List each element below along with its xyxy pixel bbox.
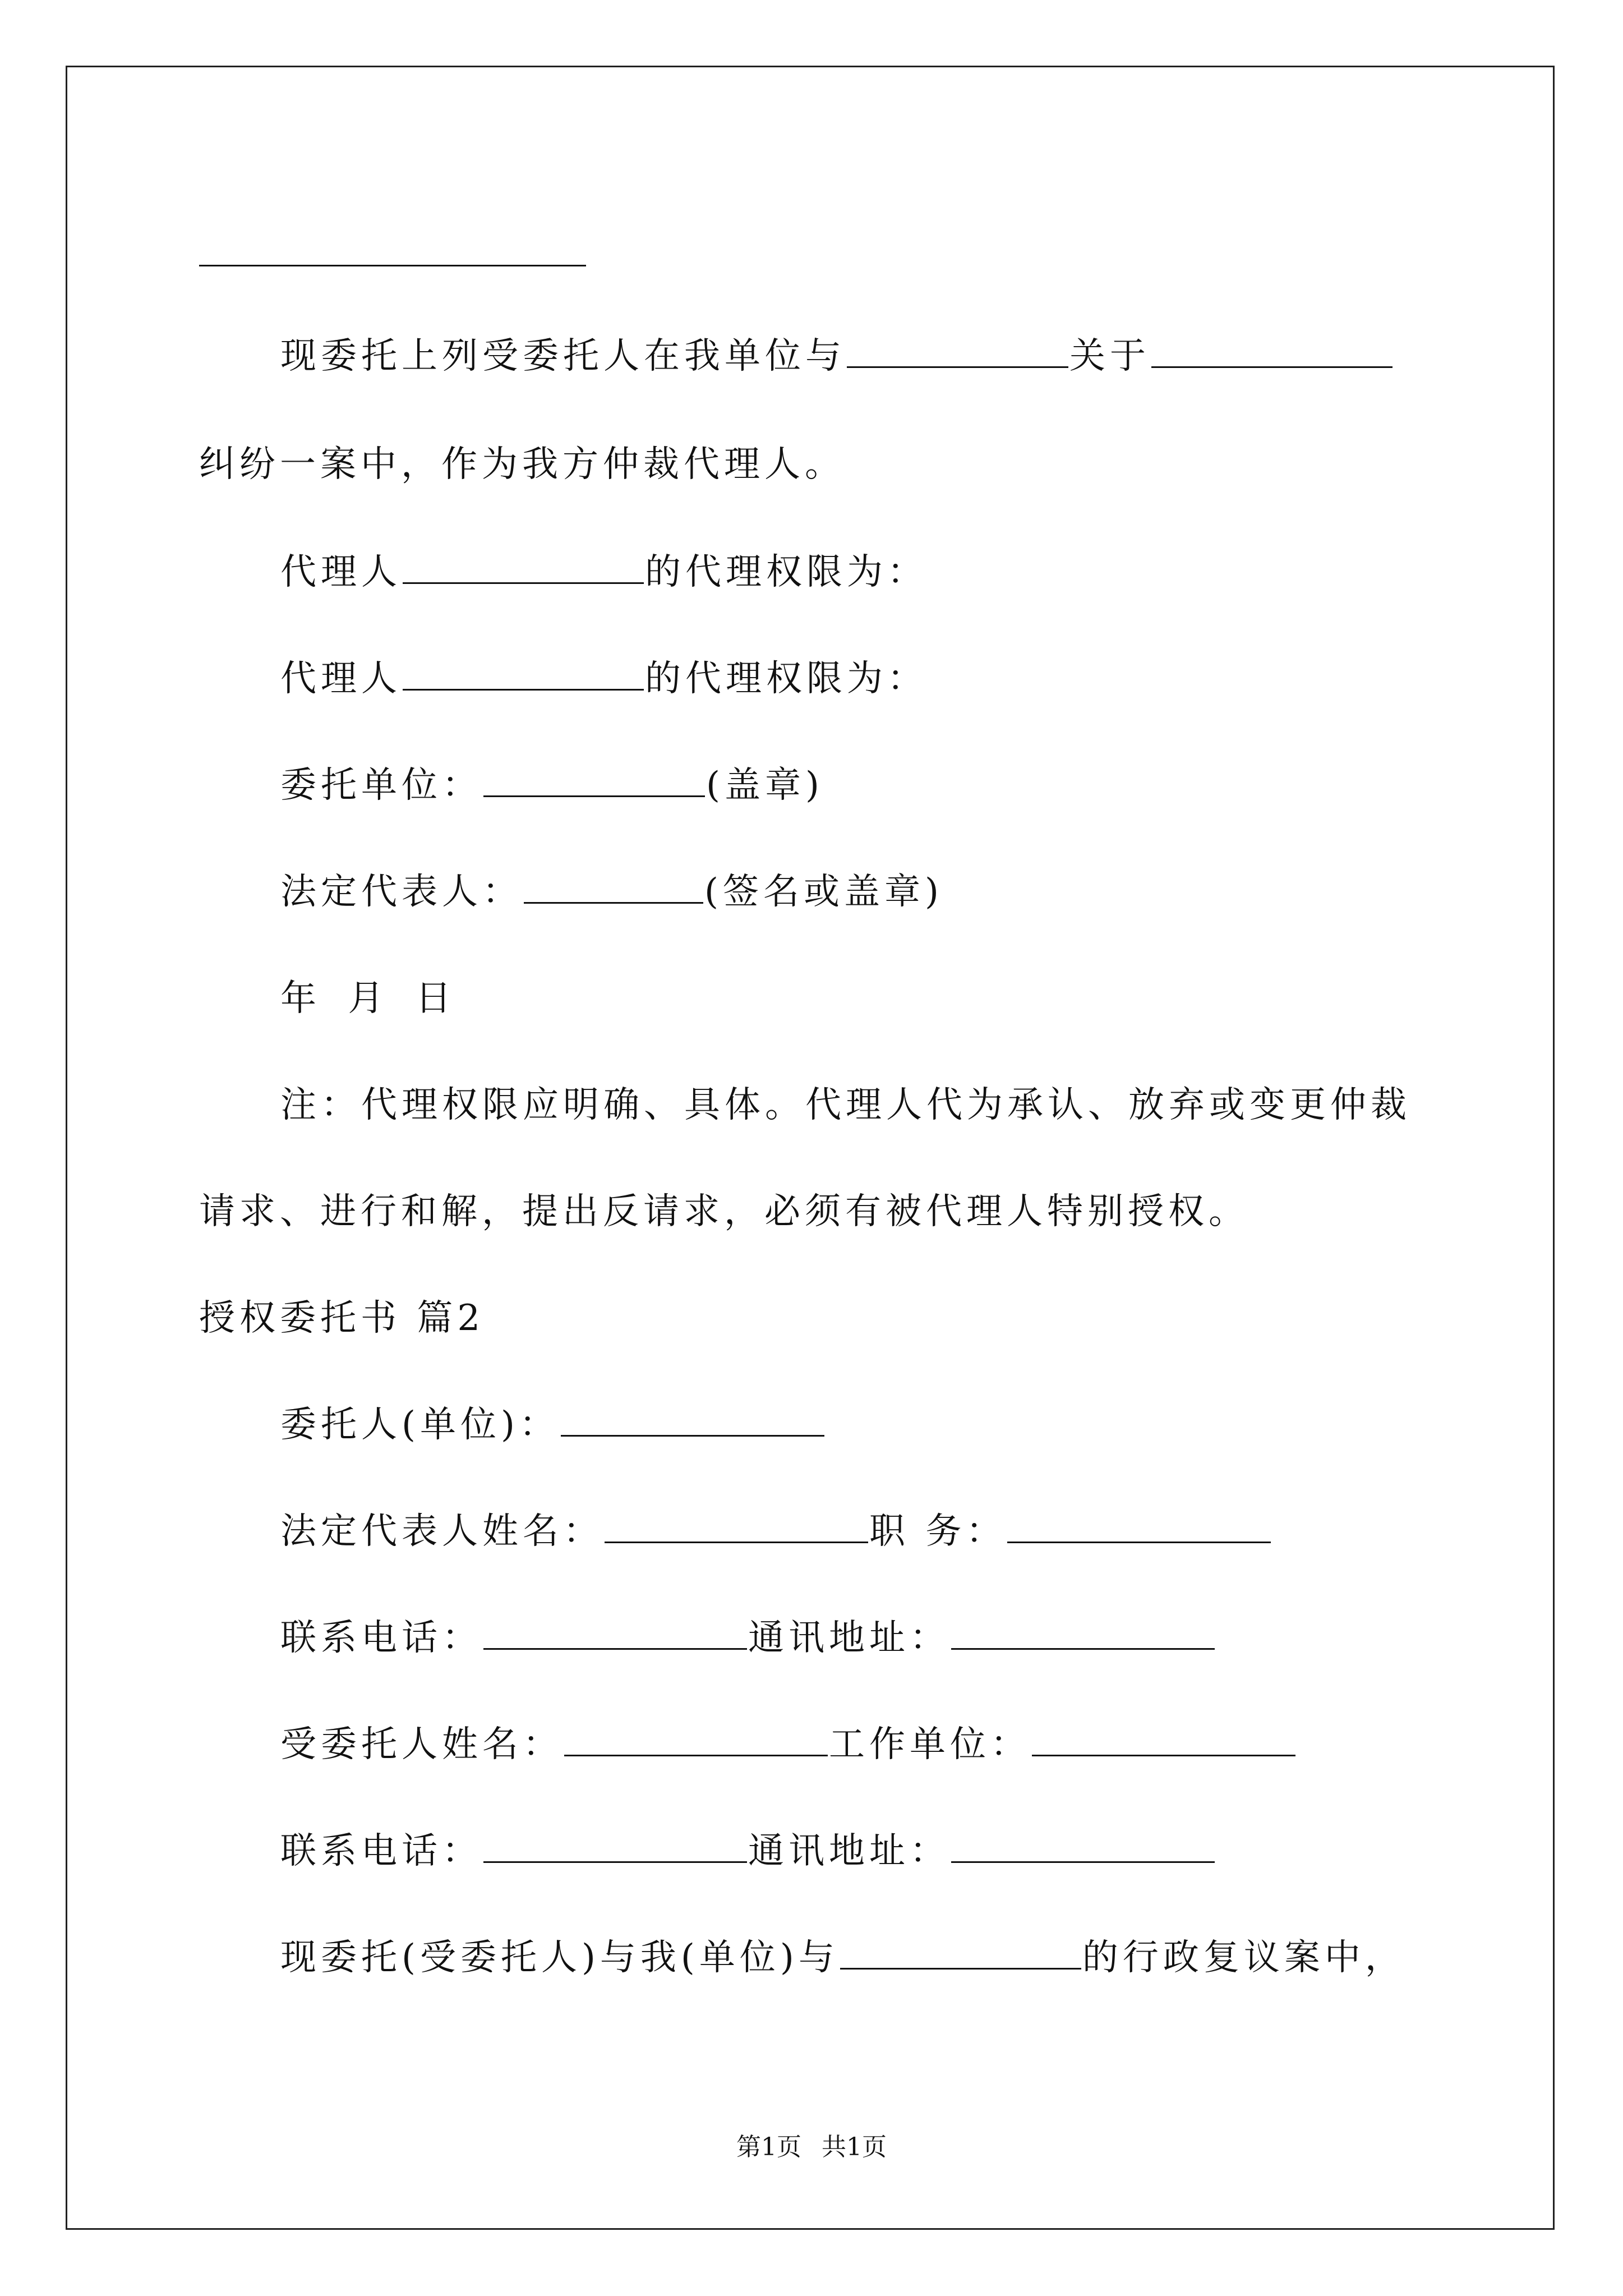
text: (盖章) bbox=[706, 765, 824, 806]
blank-field[interactable] bbox=[1032, 1723, 1295, 1756]
text: 关于 bbox=[1069, 335, 1150, 377]
blank-field[interactable] bbox=[840, 1936, 1081, 1970]
blank-field[interactable] bbox=[605, 1510, 868, 1543]
legal-rep-name-line bbox=[280, 1509, 1272, 1554]
blank-field[interactable] bbox=[483, 1617, 747, 1650]
text: 的代理权限为： bbox=[645, 658, 928, 700]
blank-field[interactable] bbox=[1151, 335, 1393, 368]
trustee-line bbox=[280, 1722, 1297, 1767]
note-paragraph bbox=[280, 1083, 1411, 1128]
section-heading bbox=[199, 1296, 485, 1341]
blank-field[interactable] bbox=[564, 1723, 828, 1756]
text: 授权委托书 篇2 bbox=[199, 1297, 485, 1339]
blank-field[interactable] bbox=[561, 1404, 824, 1437]
contact-line-2 bbox=[280, 1829, 1216, 1874]
text: 法定代表人： bbox=[280, 871, 523, 913]
blank-field[interactable] bbox=[403, 657, 644, 691]
text: 联系电话： bbox=[280, 1617, 482, 1659]
text: 工作单位： bbox=[829, 1724, 1031, 1765]
text: 受委托人姓名： bbox=[280, 1724, 563, 1765]
text: 注：代理权限应明确、具体。代理人代为承认、放弃或变更仲裁 bbox=[280, 1084, 1411, 1126]
text: 代理人 bbox=[280, 658, 402, 700]
text: 委托人(单位)： bbox=[280, 1404, 560, 1446]
text: 现委托上列受委托人在我单位与 bbox=[280, 335, 846, 377]
text: 年 月 日 bbox=[280, 978, 462, 1019]
blank-field[interactable] bbox=[847, 335, 1068, 368]
blank-field[interactable] bbox=[524, 871, 703, 904]
blank-field[interactable] bbox=[483, 764, 705, 797]
admin-review-line bbox=[280, 1935, 1405, 1980]
page-total: 共1页 bbox=[822, 2133, 887, 2161]
contact-line-1 bbox=[280, 1616, 1216, 1660]
legal-rep-line bbox=[280, 869, 943, 914]
text: 代理人 bbox=[280, 551, 402, 593]
page-number: 第1页 bbox=[736, 2133, 801, 2161]
paragraph-entrust bbox=[280, 334, 1394, 379]
agent-authority-1 bbox=[280, 550, 928, 595]
blank-field[interactable] bbox=[483, 1830, 747, 1863]
text: 现委托(受委托人)与我(单位)与 bbox=[280, 1937, 839, 1978]
blank-field[interactable] bbox=[951, 1617, 1215, 1650]
text: 联系电话： bbox=[280, 1830, 482, 1872]
blank-line-top bbox=[199, 265, 586, 266]
text: 委托单位： bbox=[280, 765, 482, 806]
agent-authority-2 bbox=[280, 656, 928, 701]
text: 通讯地址： bbox=[748, 1830, 950, 1872]
page-footer bbox=[0, 2132, 1623, 2163]
text: (签名或盖章) bbox=[704, 871, 943, 913]
text: 通讯地址： bbox=[748, 1617, 950, 1659]
entrusting-unit-line bbox=[280, 763, 824, 808]
text: 法定代表人姓名： bbox=[280, 1511, 603, 1552]
blank-field[interactable] bbox=[403, 551, 644, 584]
text: 纠纷一案中，作为我方仲裁代理人。 bbox=[199, 444, 845, 485]
date-line bbox=[280, 976, 462, 1021]
blank-field[interactable] bbox=[951, 1830, 1215, 1863]
text: 的代理权限为： bbox=[645, 551, 928, 593]
blank-field[interactable] bbox=[1007, 1510, 1271, 1543]
text: 职 务： bbox=[869, 1511, 1007, 1552]
text: 请求、进行和解，提出反请求，必须有被代理人特别授权。 bbox=[199, 1191, 1249, 1232]
entrusting-party-line bbox=[280, 1402, 826, 1447]
note-paragraph-cont bbox=[199, 1189, 1249, 1234]
text: 的行政复议案中， bbox=[1082, 1937, 1405, 1978]
paragraph-entrust-cont bbox=[199, 442, 845, 487]
